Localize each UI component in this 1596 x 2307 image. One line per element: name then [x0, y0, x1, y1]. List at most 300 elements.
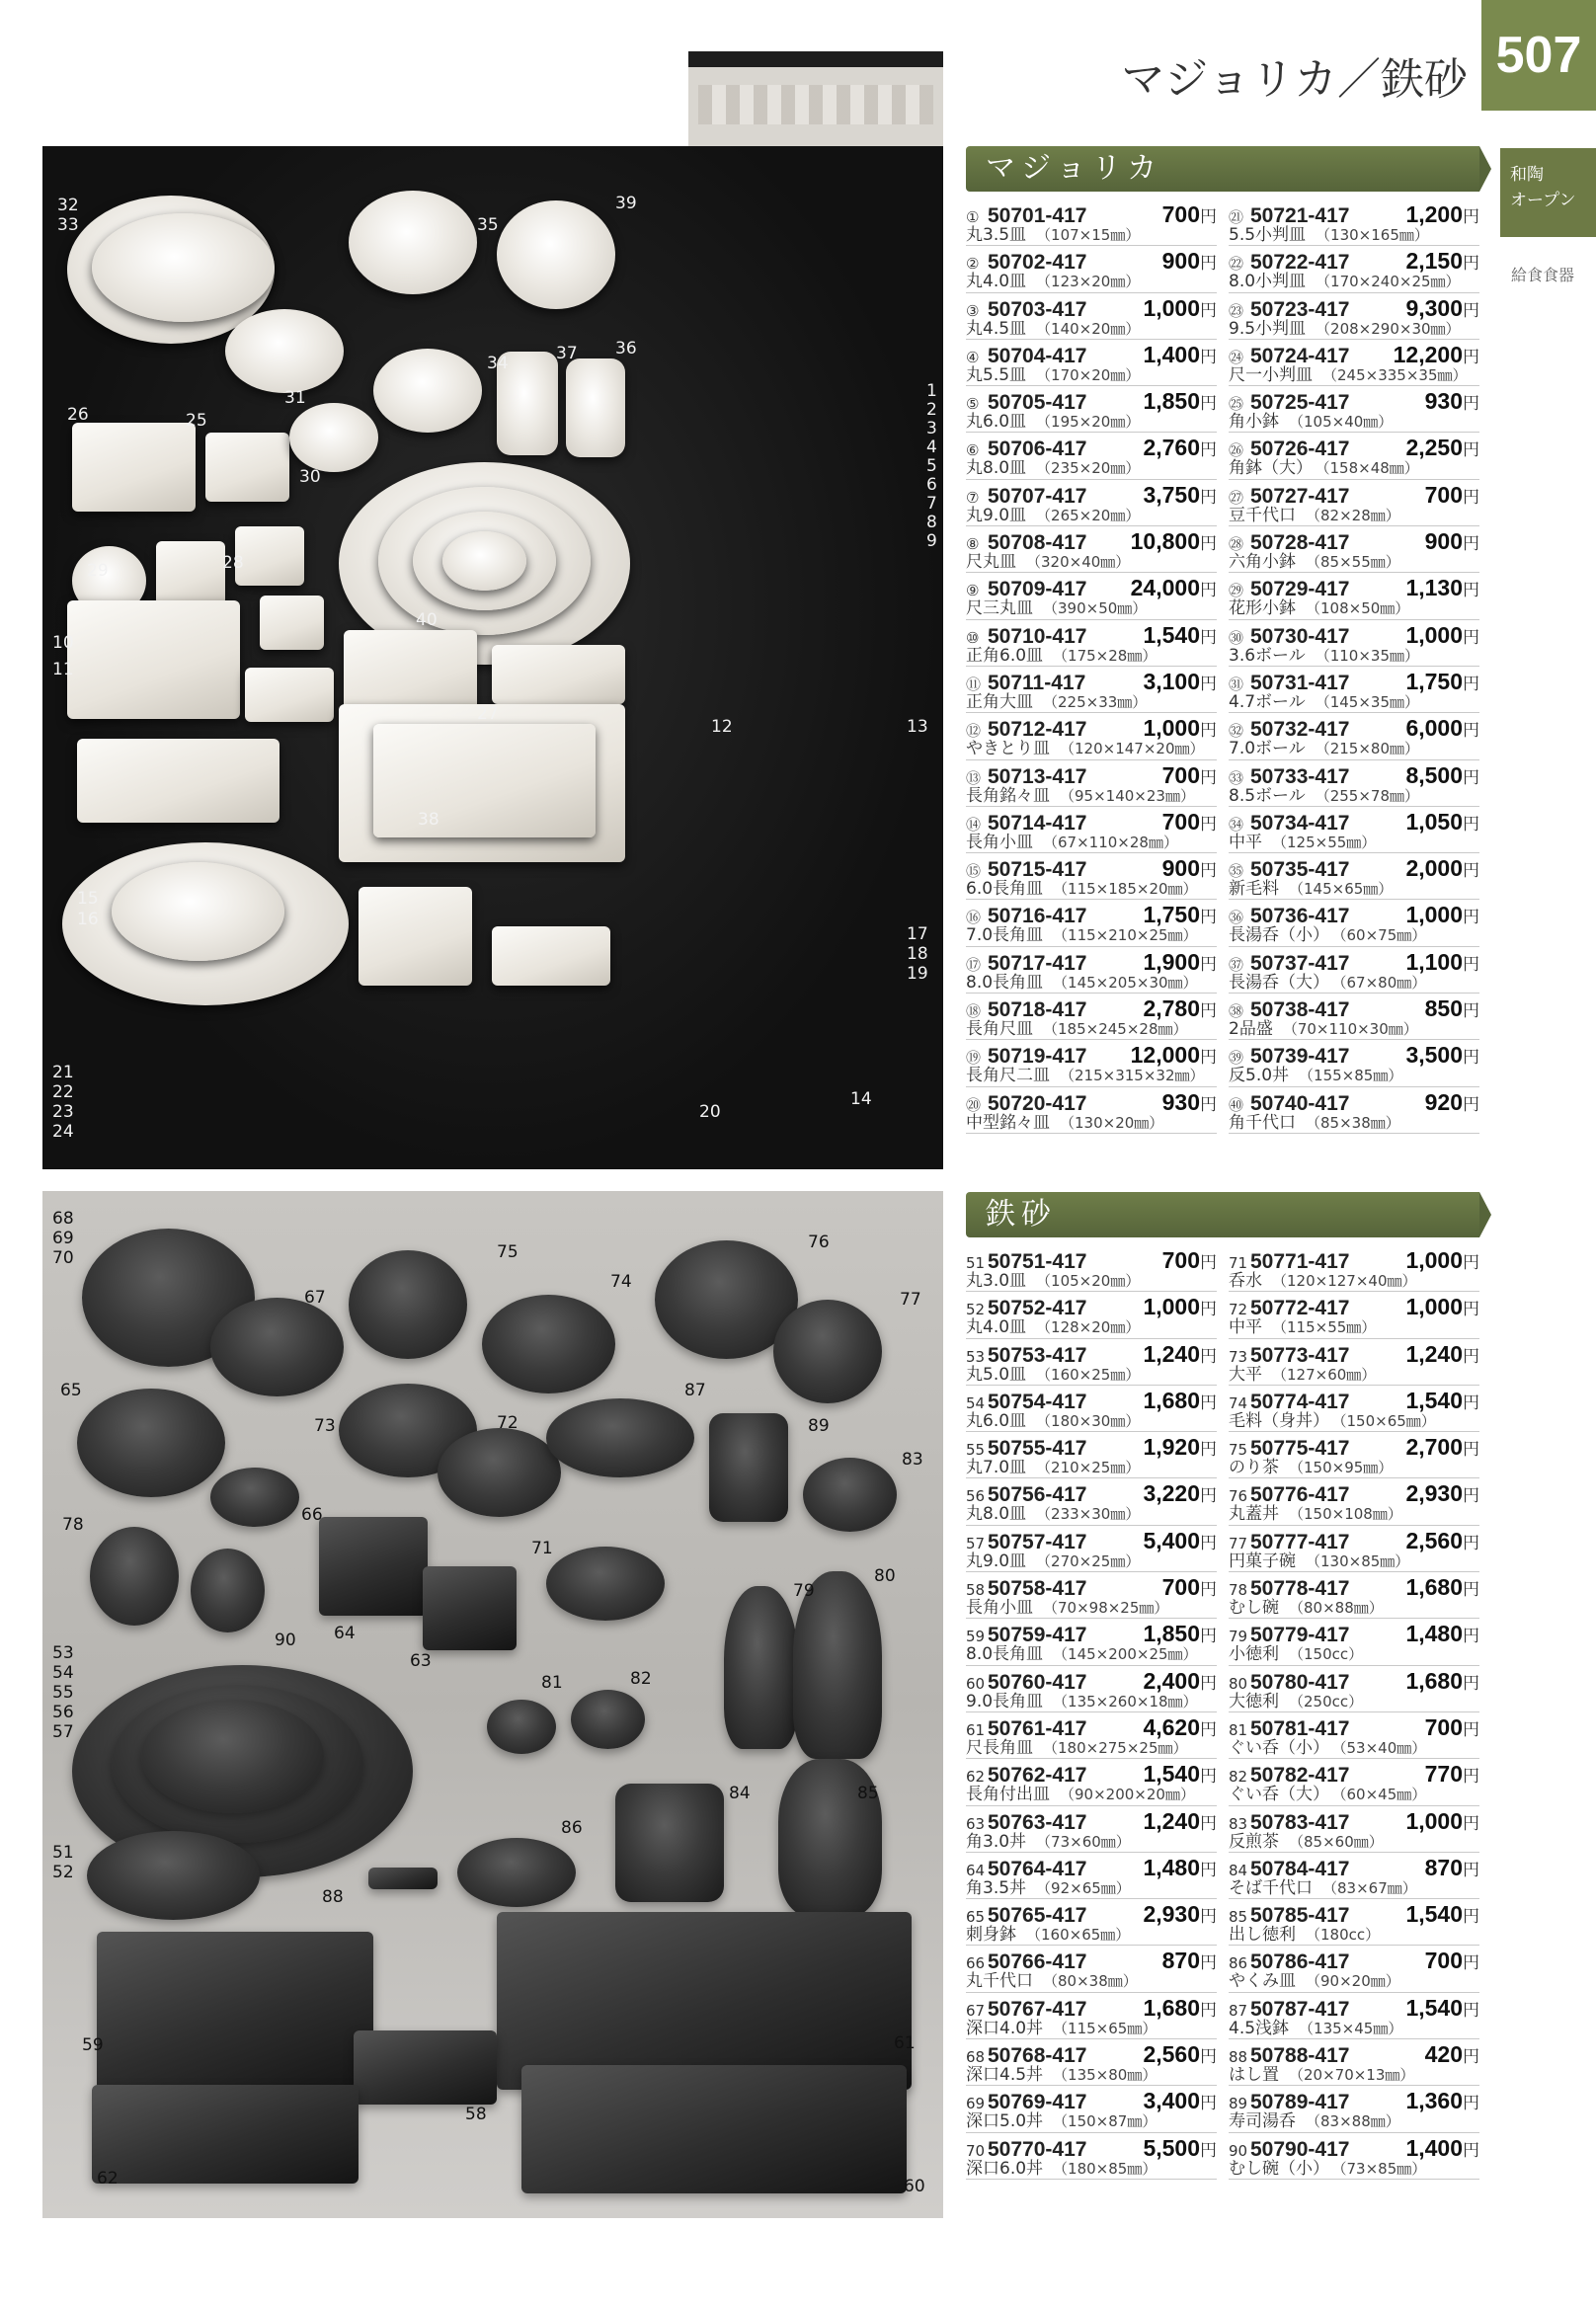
item-code: 50772-417: [1250, 1297, 1350, 1320]
item-price-value: 1,540: [1405, 1901, 1463, 1928]
item-number: 76: [1229, 1487, 1248, 1506]
item-price: [1143, 1761, 1217, 1788]
product-item: [1229, 1806, 1479, 1853]
yen-unit: 円: [1200, 861, 1217, 881]
item-price: [1405, 1042, 1479, 1069]
item-price: [1425, 1089, 1479, 1116]
item-price: [1405, 2135, 1479, 2162]
lidded-cup-90: [191, 1549, 265, 1632]
product-item: [966, 807, 1217, 853]
item-price: [1425, 2041, 1479, 2068]
yen-unit: 円: [1463, 581, 1479, 600]
product-item-header: [966, 1341, 1217, 1365]
product-item: [1229, 480, 1479, 526]
product-item: [966, 1087, 1217, 1134]
photo-label: 86: [561, 1818, 583, 1838]
item-number: ㉚: [1229, 628, 1244, 647]
product-item-header: [1229, 669, 1479, 692]
item-code: 50701-417: [988, 204, 1087, 227]
product-item: [966, 1899, 1217, 1946]
photo-label: 19: [907, 964, 928, 984]
product-item: [966, 760, 1217, 807]
yen-unit: 円: [1463, 2047, 1479, 2067]
lidded-bowl-75: [349, 1250, 467, 1359]
item-dimensions: （145×35㎜）: [1315, 692, 1419, 711]
item-price: [1143, 2041, 1217, 2068]
yen-unit: 円: [1463, 2140, 1479, 2160]
item-name: 角3.5丼: [966, 1877, 1027, 1898]
item-price-value: 700: [1161, 808, 1200, 835]
item-code: 50774-417: [1250, 1390, 1350, 1413]
photo-label: 65: [60, 1381, 82, 1400]
item-number: 77: [1229, 1534, 1248, 1552]
item-price: [1405, 575, 1479, 601]
item-price: [1143, 715, 1217, 742]
product-item-header: [1229, 1089, 1479, 1113]
item-price: [1143, 1434, 1217, 1461]
item-name: そば千代口: [1229, 1877, 1313, 1898]
product-item-header: [966, 669, 1217, 692]
plate-53: [141, 1700, 324, 1813]
item-code: 50766-417: [988, 1950, 1087, 1974]
item-name: 丸5.5皿: [966, 364, 1027, 385]
product-item-header: [966, 1480, 1217, 1507]
photo-label: 18: [907, 944, 928, 964]
photo-label: 63: [410, 1651, 432, 1671]
item-code: 50725-417: [1250, 391, 1350, 415]
item-price: [1405, 1901, 1479, 1928]
photo-label: 87: [684, 1381, 706, 1400]
item-dimensions: （135×260×18㎜）: [1053, 1692, 1198, 1710]
product-item: [1229, 1040, 1479, 1086]
plate-21: [112, 862, 284, 961]
product-item: [966, 340, 1217, 386]
item-code: 50771-417: [1250, 1250, 1350, 1273]
photo-label: 84: [729, 1784, 751, 1803]
yen-unit: 円: [1463, 1300, 1479, 1319]
item-name: 9.0長角皿: [966, 1691, 1044, 1711]
bowl-87: [546, 1398, 694, 1477]
product-item-header: [966, 1388, 1217, 1411]
product-item-header: [1229, 1434, 1479, 1461]
product-item-header: [966, 1528, 1217, 1551]
product-item: [966, 433, 1217, 479]
product-item-header: [1229, 1621, 1479, 1647]
item-code: 50785-417: [1250, 1904, 1350, 1928]
item-price-value: 12,000: [1130, 1042, 1200, 1069]
photo-label: 71: [531, 1539, 553, 1558]
bowl-35: [349, 191, 477, 294]
chopstick-rest-88: [368, 1868, 438, 1889]
bowl-31: [225, 309, 344, 393]
photo-label: 34: [487, 354, 509, 373]
item-name: 大徳利: [1229, 1691, 1279, 1711]
yen-unit: 円: [1463, 908, 1479, 927]
item-dimensions: （150×108㎜）: [1289, 1505, 1402, 1524]
cup-84: [615, 1784, 724, 1902]
product-item-detail: [966, 1598, 1217, 1618]
product-item-header: [1229, 342, 1479, 365]
photo-label: 61: [894, 2033, 916, 2053]
item-dimensions: （180×275×25㎜）: [1043, 1738, 1188, 1757]
item-code: 50764-417: [988, 1857, 1087, 1880]
item-price-value: 1,050: [1405, 808, 1463, 835]
product-item: [1229, 1432, 1479, 1478]
item-price-value: 700: [1424, 1948, 1463, 1974]
product-item: [966, 1386, 1217, 1432]
product-item-detail: [1229, 1504, 1479, 1524]
photo-label: 28: [222, 553, 244, 573]
photo-label: 90: [275, 1631, 296, 1650]
item-number: ㊱: [1229, 909, 1244, 927]
item-number: 68: [966, 2048, 986, 2067]
photo-label: 67: [304, 1288, 326, 1308]
product-item: [1229, 713, 1479, 759]
item-number: 59: [966, 1628, 986, 1646]
product-item-header: [1229, 762, 1479, 786]
item-code: 50737-417: [1250, 951, 1350, 975]
item-name: 中平: [1229, 832, 1262, 852]
product-item-header: [1229, 1341, 1479, 1365]
product-item-detail: [1229, 1271, 1479, 1291]
item-dimensions: （53×40㎜）: [1339, 1738, 1427, 1757]
product-item: [1229, 526, 1479, 573]
product-item-detail: [966, 1832, 1217, 1852]
item-name: 7.0長角皿: [966, 925, 1044, 946]
product-item-header: [1229, 1042, 1479, 1069]
item-dimensions: （180×85㎜）: [1053, 2159, 1157, 2178]
item-price-value: 24,000: [1130, 575, 1200, 601]
item-dimensions: （390×50㎜）: [1043, 599, 1148, 618]
item-dimensions: （127×60㎜）: [1272, 1365, 1377, 1384]
item-price: [1143, 622, 1217, 649]
photo-label: 16: [77, 910, 99, 929]
product-item-detail: [1229, 2019, 1479, 2038]
item-price: [1131, 528, 1217, 555]
product-item-detail: [966, 272, 1217, 291]
item-name: 丸7.0皿: [966, 1458, 1027, 1478]
item-dimensions: （208×290×30㎜）: [1316, 319, 1461, 338]
item-price-value: 2,780: [1143, 995, 1200, 1022]
product-item-header: [966, 2041, 1217, 2068]
item-number: ㉒: [1229, 255, 1244, 274]
item-dimensions: （120×147×20㎜）: [1060, 740, 1205, 758]
item-price: [1143, 2135, 1217, 2162]
item-code: 50712-417: [988, 718, 1087, 742]
item-name: 反煎茶: [1229, 1831, 1279, 1852]
yen-unit: 円: [1463, 1767, 1479, 1787]
item-price: [1143, 1528, 1217, 1554]
product-item: [966, 1666, 1217, 1712]
item-price-value: 3,220: [1143, 1480, 1200, 1507]
product-item-detail: [966, 458, 1217, 478]
photo-label: 85: [857, 1784, 879, 1803]
item-price-value: 1,000: [1143, 294, 1200, 321]
item-dimensions: （130×20㎜）: [1060, 1113, 1164, 1132]
item-price-value: 1,850: [1143, 1621, 1200, 1647]
category-tab[interactable]: [1500, 148, 1596, 237]
item-number: 86: [1229, 1954, 1248, 1973]
cup-81: [487, 1700, 556, 1754]
item-price-value: 1,000: [1143, 1294, 1200, 1320]
item-dimensions: （170×20㎜）: [1036, 365, 1141, 384]
item-number: 74: [1229, 1393, 1248, 1412]
item-dimensions: （67×80㎜）: [1339, 973, 1427, 992]
product-item-detail: [966, 552, 1217, 572]
item-name: 長角銘々皿: [966, 785, 1050, 806]
item-number: ⑳: [966, 1095, 982, 1114]
product-item: [966, 1526, 1217, 1572]
item-name: 長湯呑（大）: [1229, 972, 1329, 993]
item-code: 50762-417: [988, 1764, 1087, 1788]
item-dimensions: （108×50㎜）: [1306, 599, 1410, 618]
item-number: 75: [1229, 1441, 1248, 1460]
dish-58: [354, 2030, 497, 2105]
yen-unit: 円: [1463, 534, 1479, 554]
item-price-value: 900: [1161, 855, 1200, 882]
product-item-header: [966, 201, 1217, 225]
item-code: 50754-417: [988, 1390, 1087, 1413]
product-item: [966, 199, 1217, 246]
item-name: 7.0ボール: [1229, 739, 1306, 759]
product-item: [1229, 1339, 1479, 1386]
item-number: 62: [966, 1768, 986, 1787]
product-item-header: [966, 1808, 1217, 1832]
product-item: [966, 1292, 1217, 1338]
bowl-72: [438, 1428, 561, 1517]
item-dimensions: （135×45㎜）: [1299, 2019, 1403, 2037]
photo-label: 6: [926, 475, 937, 495]
product-item-header: [1229, 1948, 1479, 1974]
product-item-header: [1229, 1480, 1479, 1507]
item-code: 50756-417: [988, 1483, 1087, 1507]
item-price-value: 1,540: [1405, 1387, 1463, 1413]
item-number: ⑧: [966, 535, 980, 554]
item-price-value: 420: [1424, 2041, 1463, 2068]
product-item-header: [966, 1621, 1217, 1647]
item-name: 花形小鉢: [1229, 598, 1296, 619]
item-dimensions: （115×185×20㎜）: [1053, 880, 1198, 899]
item-price-value: 1,000: [1405, 1294, 1463, 1320]
item-name: むし碗（小）: [1229, 2158, 1329, 2179]
yen-unit: 円: [1200, 394, 1217, 414]
yen-unit: 円: [1200, 1953, 1217, 1973]
category-tab-line1: 和陶: [1510, 165, 1544, 185]
item-code: 50787-417: [1250, 1997, 1350, 2021]
item-dimensions: （245×335×35㎜）: [1322, 365, 1468, 384]
item-price-value: 1,000: [1405, 1247, 1463, 1273]
item-dimensions: （105×20㎜）: [1036, 1272, 1141, 1290]
item-dimensions: （180cc）: [1306, 1926, 1381, 1945]
item-dimensions: （115×55㎜）: [1272, 1318, 1377, 1337]
cup-36: [566, 358, 625, 457]
item-dimensions: （255×78㎜）: [1315, 786, 1419, 805]
page-title: マジョリカ／鉄砂: [1121, 54, 1468, 105]
product-item-detail: [1229, 879, 1479, 899]
item-price: [1405, 2088, 1479, 2114]
item-dimensions: （145×65㎜）: [1289, 880, 1394, 899]
item-price-value: 1,100: [1405, 948, 1463, 975]
photo-label: 73: [314, 1416, 336, 1436]
photo-label: 12: [711, 717, 733, 737]
product-item-detail: [1229, 506, 1479, 525]
dish-86: [457, 1838, 576, 1907]
item-price: [1405, 809, 1479, 835]
item-name: 丸9.0皿: [966, 505, 1027, 525]
lidded-cup-78: [90, 1527, 179, 1626]
item-number: 65: [966, 1908, 986, 1927]
item-code: 50755-417: [988, 1437, 1087, 1461]
yen-unit: 円: [1463, 300, 1479, 320]
photo-label: 57: [52, 1722, 74, 1742]
item-name: 丸蓋丼: [1229, 1504, 1279, 1525]
item-name: 長角尺二皿: [966, 1066, 1050, 1086]
product-item: [1229, 994, 1479, 1040]
item-code: 50770-417: [988, 2137, 1087, 2161]
product-item: [1229, 1619, 1479, 1665]
item-price: [1425, 1761, 1479, 1788]
item-name: 深口4.5丼: [966, 2065, 1044, 2086]
item-price-value: 10,800: [1130, 528, 1200, 555]
product-item-detail: [966, 1113, 1217, 1133]
item-name: 8.5ボール: [1229, 785, 1306, 806]
item-price: [1143, 435, 1217, 461]
photo-label: 36: [615, 339, 637, 358]
item-number: ⑬: [966, 768, 982, 787]
yen-unit: 円: [1200, 487, 1217, 507]
item-name: 丸6.0皿: [966, 412, 1027, 433]
item-name: 出し徳利: [1229, 1925, 1296, 1946]
product-item-header: [1229, 1995, 1479, 2019]
item-price: [1143, 295, 1217, 322]
item-name: ぐい呑（大）: [1229, 1785, 1329, 1805]
item-code: 50758-417: [988, 1577, 1087, 1601]
item-dimensions: （82×28㎜）: [1306, 506, 1400, 524]
item-name: 丸千代口: [966, 1971, 1033, 1992]
photo-label: 17: [907, 924, 928, 944]
item-price-value: 1,240: [1143, 1340, 1200, 1367]
product-item: [966, 1432, 1217, 1478]
item-number: 71: [1229, 1254, 1248, 1272]
item-price-value: 2,700: [1405, 1434, 1463, 1461]
item-name: 深口4.0丼: [966, 2018, 1044, 2038]
item-dimensions: （70×98×25㎜）: [1043, 1599, 1169, 1618]
item-number: 57: [966, 1534, 986, 1552]
item-number: 88: [1229, 2048, 1248, 2067]
product-item: [1229, 1478, 1479, 1525]
product-item-detail: [966, 2159, 1217, 2179]
product-item-header: [1229, 1761, 1479, 1788]
item-number: ①: [966, 208, 980, 226]
item-name: 深口6.0丼: [966, 2158, 1044, 2179]
item-code: 50782-417: [1250, 1764, 1350, 1788]
item-price: [1405, 669, 1479, 695]
item-code: 50706-417: [988, 438, 1087, 461]
yen-unit: 円: [1463, 1813, 1479, 1833]
product-item: [966, 2133, 1217, 2180]
photo-label: 66: [301, 1505, 323, 1525]
item-price-value: 1,000: [1405, 1807, 1463, 1834]
product-item: [966, 246, 1217, 292]
item-number: 79: [1229, 1628, 1248, 1646]
item-dimensions: （123×20㎜）: [1036, 273, 1141, 291]
item-number: ㉕: [1229, 395, 1244, 414]
photo-label: 9: [926, 531, 937, 551]
yen-unit: 円: [1463, 254, 1479, 274]
yen-unit: 円: [1200, 2000, 1217, 2020]
item-code: 50713-417: [988, 764, 1087, 788]
yen-unit: 円: [1200, 347, 1217, 366]
item-name: 角鉢（大）: [1229, 458, 1313, 479]
item-price-value: 1,540: [1405, 1994, 1463, 2021]
item-code: 50778-417: [1250, 1577, 1350, 1601]
product-item-detail: [1229, 1785, 1479, 1804]
product-item-header: [966, 1995, 1217, 2019]
yen-unit: 円: [1463, 1533, 1479, 1552]
photo-label: 23: [52, 1102, 74, 1122]
photo-label: 13: [907, 717, 928, 737]
item-dimensions: （60×75㎜）: [1339, 926, 1427, 945]
item-price-value: 6,000: [1405, 715, 1463, 742]
photo-label: 2: [926, 400, 937, 420]
item-number: ⑪: [966, 675, 982, 693]
item-code: 50716-417: [988, 905, 1087, 928]
yen-unit: 円: [1200, 1486, 1217, 1506]
product-item-header: [966, 1714, 1217, 1738]
yen-unit: 円: [1200, 207, 1217, 226]
product-item-detail: [1229, 1832, 1479, 1852]
product-item-detail: [1229, 739, 1479, 758]
product-item-detail: [966, 786, 1217, 806]
page-number: 507: [1481, 0, 1596, 111]
item-name: のり茶: [1229, 1458, 1279, 1478]
item-price: [1143, 902, 1217, 928]
product-item-header: [1229, 1855, 1479, 1878]
photo-label: 5: [926, 456, 937, 476]
product-item-header: [1229, 902, 1479, 928]
product-item-header: [966, 995, 1217, 1022]
bowl-65: [77, 1389, 225, 1497]
item-number: ⑤: [966, 395, 980, 414]
item-price-value: 700: [1161, 201, 1200, 227]
item-code: 50738-417: [1250, 998, 1350, 1022]
item-name: 8.0長角皿: [966, 972, 1044, 993]
plate-17: [373, 724, 596, 837]
item-price-value: 770: [1424, 1761, 1463, 1788]
item-price-value: 4,620: [1143, 1713, 1200, 1740]
item-code: 50780-417: [1250, 1670, 1350, 1694]
item-price: [1425, 482, 1479, 509]
item-dimensions: （225×33㎜）: [1043, 692, 1148, 711]
product-item-detail: [1229, 365, 1479, 385]
item-code: 50717-417: [988, 951, 1087, 975]
item-number: ④: [966, 348, 980, 366]
photo-label: 21: [52, 1063, 74, 1082]
yen-unit: 円: [1463, 1440, 1479, 1460]
item-price-value: 920: [1424, 1088, 1463, 1115]
photo-label: 77: [900, 1290, 921, 1310]
item-dimensions: （92×65㎜）: [1036, 1878, 1131, 1897]
plate-51: [87, 1831, 260, 1920]
product-item-detail: [966, 225, 1217, 245]
bowl-34: [373, 349, 482, 433]
product-item-detail: [966, 1925, 1217, 1945]
product-item-detail: [966, 1504, 1217, 1524]
photo-label: 74: [610, 1272, 632, 1292]
yen-unit: 円: [1200, 254, 1217, 274]
item-name: 3.6ボール: [1229, 645, 1306, 666]
item-price-value: 12,200: [1393, 341, 1463, 367]
